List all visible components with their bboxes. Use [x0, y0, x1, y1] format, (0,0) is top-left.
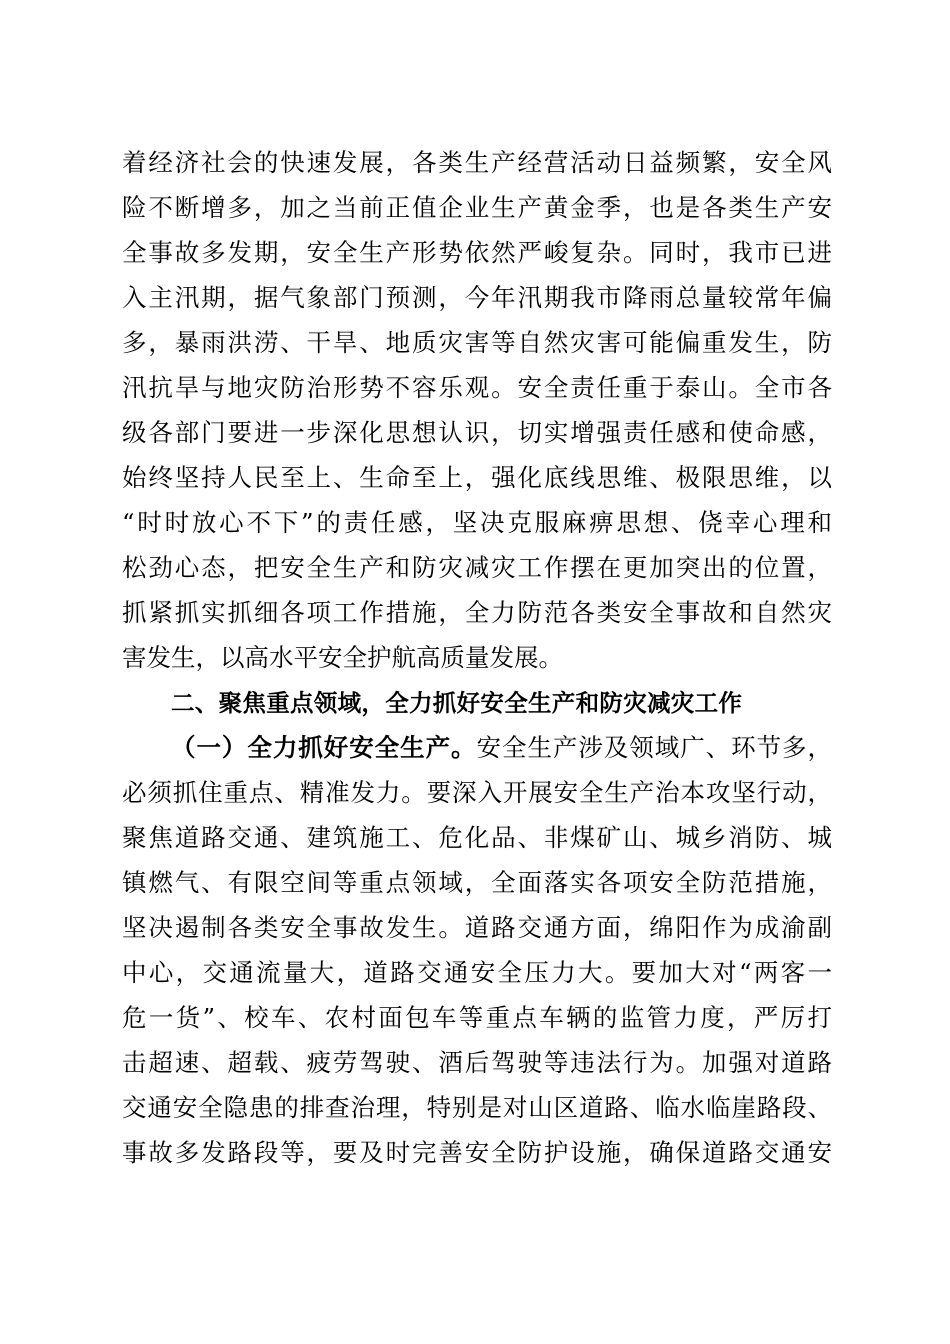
body-text-line: 中心，交通流量大，道路交通安全压力大。要加大对“两客一	[122, 958, 832, 987]
section-heading: 二、聚焦重点领域，全力抓好安全生产和防灾减灾工作	[171, 689, 743, 717]
subsection-first-line	[171, 728, 832, 768]
body-text-line: 害发生，以高水平安全护航高质量发展。	[122, 643, 563, 672]
subsection-title: （一）全力抓好安全生产。	[171, 733, 477, 762]
body-text-line: 镇燃气、有限空间等重点领域，全面落实各项安全防范措施，	[122, 868, 832, 897]
body-text-line: 事故多发路段等，要及时完善安全防护设施，确保道路交通安	[122, 1138, 832, 1167]
body-text-line: 击超速、超载、疲劳驾驶、酒后驾驶等违法行为。加强对道路	[122, 1048, 832, 1077]
body-text-line: 危一货”、校车、农村面包车等重点车辆的监管力度，严厉打	[122, 1003, 832, 1032]
body-text-line: 松劲心态，把安全生产和防灾减灾工作摆在更加突出的位置，	[122, 553, 832, 582]
body-text-line: 着经济社会的快速发展，各类生产经营活动日益频繁，安全风	[122, 148, 832, 177]
body-text-line: “时时放心不下”的责任感，坚决克服麻痹思想、侥幸心理和	[122, 508, 832, 537]
body-text-line: 必须抓住重点、精准发力。要深入开展安全生产治本攻坚行动，	[122, 778, 832, 807]
body-text-line: 汛抗旱与地灾防治形势不容乐观。安全责任重于泰山。全市各	[122, 373, 832, 402]
body-text-line: 入主汛期，据气象部门预测，今年汛期我市降雨总量较常年偏	[122, 283, 832, 312]
body-text-line: 聚焦道路交通、建筑施工、危化品、非煤矿山、城乡消防、城	[122, 823, 832, 852]
body-text-line: 抓紧抓实抓细各项工作措施，全力防范各类安全事故和自然灾	[122, 598, 832, 627]
body-text-line: 多，暴雨洪涝、干旱、地质灾害等自然灾害可能偏重发生，防	[122, 328, 832, 357]
body-text-line: 险不断增多，加之当前正值企业生产黄金季，也是各类生产安	[122, 193, 832, 222]
body-text-line: 级各部门要进一步深化思想认识，切实增强责任感和使命感，	[122, 418, 832, 447]
body-text-line: 始终坚持人民至上、生命至上，强化底线思维、极限思维，以	[122, 463, 832, 492]
body-text-line: 坚决遏制各类安全事故发生。道路交通方面，绵阳作为成渝副	[122, 913, 832, 942]
body-text-fragment: 安全生产涉及领域广、环节多，	[476, 733, 833, 762]
body-text-line: 交通安全隐患的排查治理，特别是对山区道路、临水临崖路段、	[122, 1093, 832, 1122]
body-text-line: 全事故多发期，安全生产形势依然严峻复杂。同时，我市已进	[122, 238, 832, 267]
